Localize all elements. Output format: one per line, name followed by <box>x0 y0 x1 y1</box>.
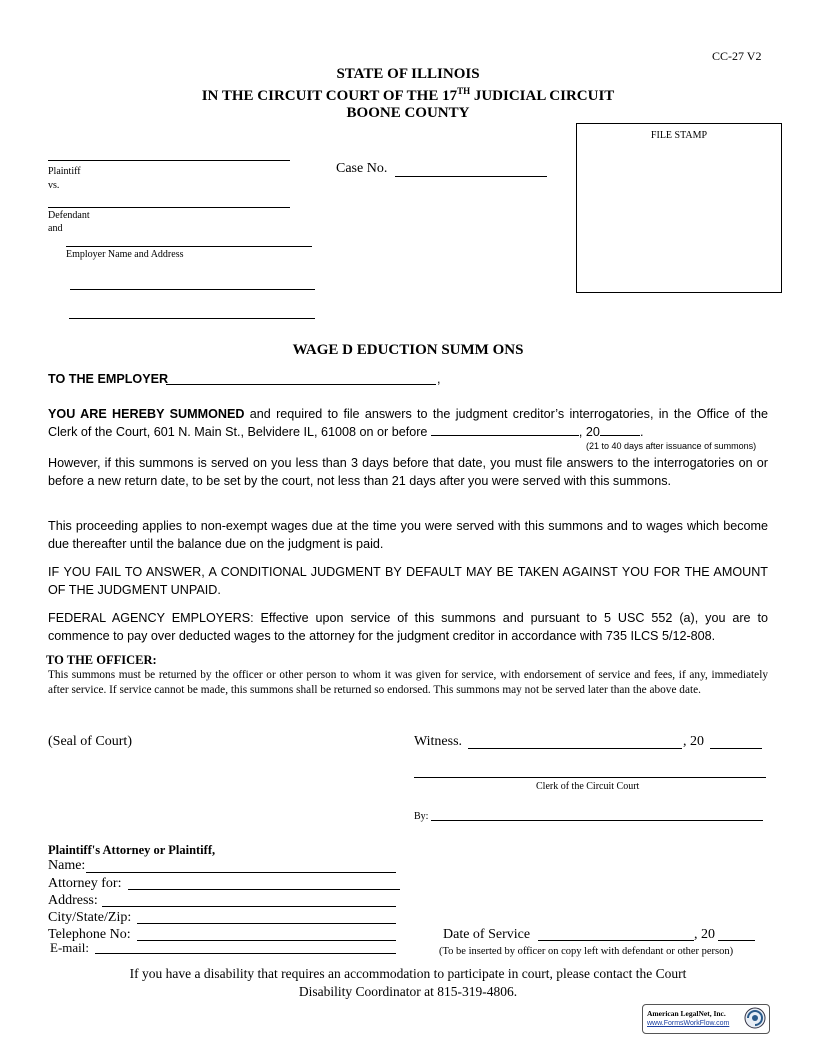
case-no-field[interactable] <box>395 176 547 177</box>
clerk-signature-line[interactable] <box>414 777 766 778</box>
however-paragraph: However, if this summons is served on you less than 3 days before that date, you must file answers to the interrogatories on or before a new return date, to be set by the court, not less than 21 days after you were served with this summons. <box>48 456 768 488</box>
witness-year-field[interactable] <box>710 748 762 749</box>
witness-date-field[interactable] <box>468 748 682 749</box>
email-field[interactable] <box>95 953 396 954</box>
summons-title: WAGE D EDUCTION SUMM ONS <box>292 342 524 358</box>
employer-label: Employer Name and Address <box>66 249 184 260</box>
form-id: CC-27 V2 <box>712 49 762 63</box>
state-heading: STATE OF ILLINOIS <box>336 66 480 82</box>
attorney-heading: Plaintiff's Attorney or Plaintiff, <box>48 843 216 857</box>
telephone-label: Telephone No: <box>48 927 131 942</box>
employer-name-field[interactable] <box>166 384 436 385</box>
city-state-zip-label: City/State/Zip: <box>48 910 132 925</box>
witness-year-label: , 20 <box>683 734 704 749</box>
american-legalnet-logo[interactable] <box>642 1004 770 1034</box>
attorney-name-label: Name: <box>48 858 86 873</box>
service-label: Date of Service <box>443 927 531 942</box>
plaintiff-line[interactable] <box>48 160 290 161</box>
vs-label: vs. <box>48 180 60 191</box>
file-stamp-box <box>576 123 782 293</box>
court-heading <box>0 86 816 105</box>
summoned-text: and required to file answers to the judgment creditor’s interrogatories, in the Office of the Clerk of the Court, 601 N. Main St., Belvidere IL, 61008 on or before <box>48 407 768 439</box>
service-note: (To be inserted by officer on copy left with defendant or other person) <box>439 946 734 957</box>
globe-icon <box>744 1007 766 1029</box>
service-year-label: , 20 <box>694 927 715 942</box>
email-label: E-mail: <box>50 940 89 955</box>
employer-address-line-1[interactable] <box>70 289 315 290</box>
service-date-field[interactable] <box>538 940 694 941</box>
service-year-field[interactable] <box>718 940 755 941</box>
employer-address-line-2[interactable] <box>69 318 315 319</box>
disability-line-1: If you have a disability that requires an accommodation to participate in court, please contact the Court <box>129 966 687 981</box>
federal-paragraph: FEDERAL AGENCY EMPLOYERS: Effective upon service of this summons and pursuant to 5 USC 552 (a), you are to commence to pay over deducted wages to the attorney for the judgment creditor in accordance with 735 ILCS 5/12-808. <box>48 611 768 643</box>
summoned-lead: YOU ARE HEREBY SUMMONED <box>48 407 245 421</box>
witness-label: Witness. <box>414 734 463 749</box>
case-no-label: Case No. <box>336 161 388 176</box>
city-state-zip-field[interactable] <box>137 923 396 924</box>
summoned-year: , 20 <box>578 425 600 439</box>
by-signature-line[interactable] <box>431 820 763 821</box>
address-label: Address: <box>48 893 98 908</box>
and-label: and <box>48 223 63 234</box>
summons-note: (21 to 40 days after issuance of summons) <box>586 441 757 451</box>
clerk-label: Clerk of the Circuit Court <box>536 781 640 792</box>
attorney-for-field[interactable] <box>128 889 400 890</box>
employer-line[interactable] <box>66 246 312 247</box>
logo-name: American LegalNet, Inc. <box>647 1009 726 1018</box>
court-sup: TH <box>457 86 471 96</box>
answer-date-field[interactable] <box>431 423 579 436</box>
court-suffix: JUDICIAL CIRCUIT <box>470 88 615 104</box>
proceeding-paragraph: This proceeding applies to non-exempt wages due at the time you were served with this summons and to wages which become due thereafter until the balance due on the judgment is paid. <box>48 519 768 551</box>
attorney-name-field[interactable] <box>86 872 396 873</box>
answer-year-field[interactable] <box>600 423 640 436</box>
address-field[interactable] <box>102 906 396 907</box>
plaintiff-label: Plaintiff <box>48 166 81 177</box>
court-prefix: IN THE CIRCUIT COURT OF THE 17 <box>201 88 458 104</box>
fail-paragraph: IF YOU FAIL TO ANSWER, A CONDITIONAL JUDGMENT BY DEFAULT MAY BE TAKEN AGAINST YOU FOR THE AMOUNT OF THE JUDGMENT UNPAID. <box>48 565 768 597</box>
to-employer-label: TO THE EMPLOYER <box>48 372 169 386</box>
disability-line-2: Disability Coordinator at 815-319-4806. <box>298 984 518 999</box>
by-label: By: <box>414 811 429 822</box>
seal-label: (Seal of Court) <box>48 734 132 749</box>
defendant-line[interactable] <box>48 207 290 208</box>
file-stamp-label: FILE STAMP <box>650 130 708 141</box>
officer-heading: TO THE OFFICER: <box>46 653 157 667</box>
defendant-label: Defendant <box>48 210 90 221</box>
officer-text: This summons must be returned by the officer or other person to whom it was given for service, with endorsement of service and fees, if any, immediately after service. If service cannot be made, this summons shall be returned so endorsed. This summons may not be served later than the above date. <box>48 669 768 696</box>
telephone-field[interactable] <box>137 940 396 941</box>
employer-comma: , <box>437 372 441 386</box>
attorney-for-label: Attorney for: <box>48 876 122 891</box>
logo-url[interactable]: www.FormsWorkFlow.com <box>647 1020 730 1027</box>
summoned-paragraph: YOU ARE HEREBY SUMMONED and required to file answers to the judgment creditor’s interrogatories, in the Office of the Clerk of the Court, 601 N. Main St., Belvidere IL, 61008 on or before , 20 . <box>48 407 768 439</box>
county-heading: BOONE COUNTY <box>346 105 470 121</box>
